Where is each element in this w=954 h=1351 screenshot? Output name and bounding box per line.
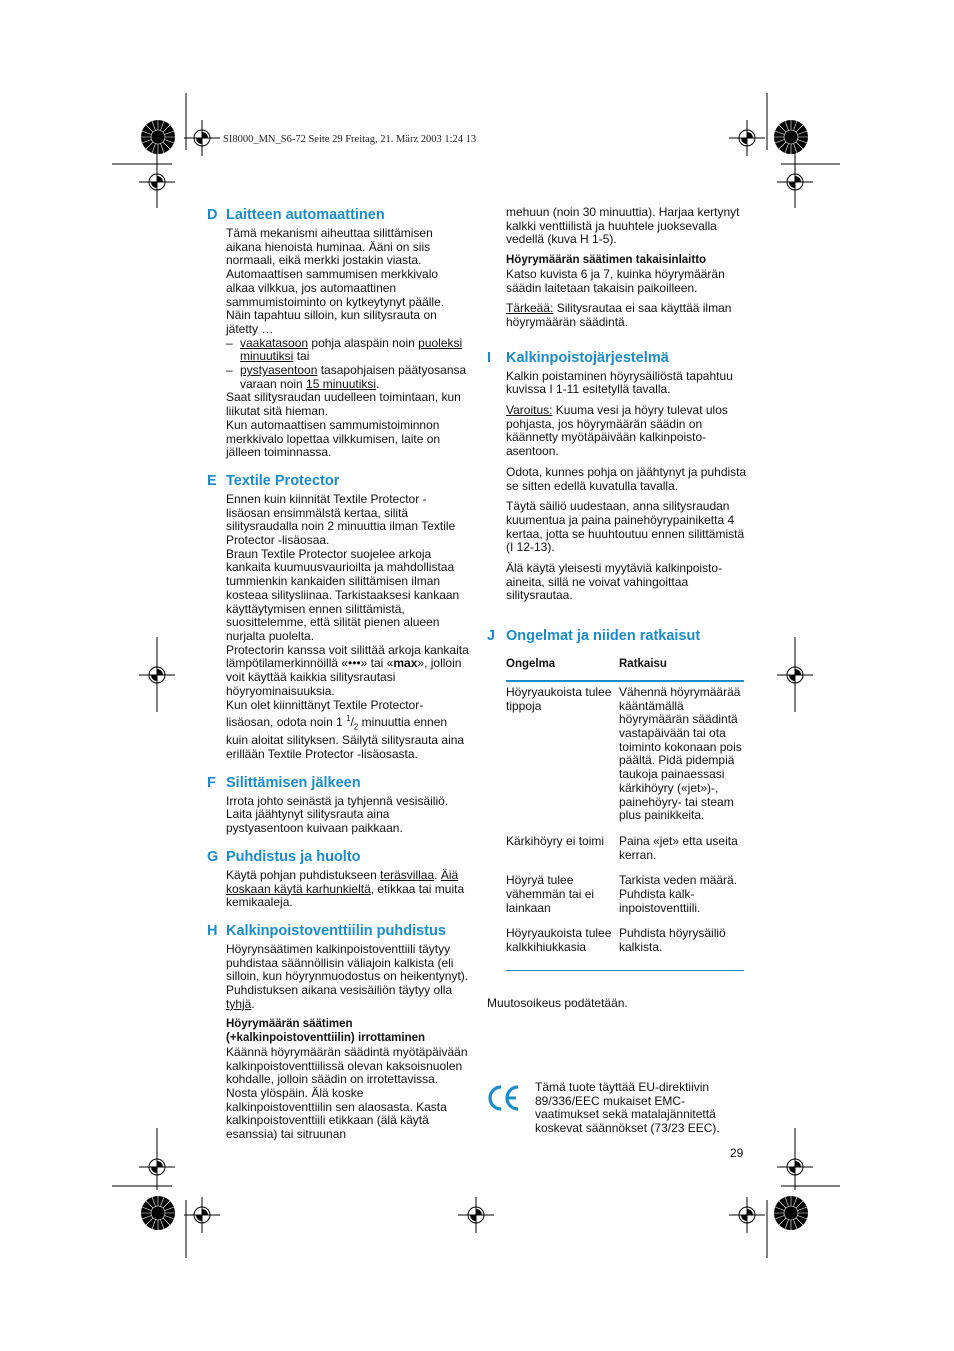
- section-title: [207, 922, 469, 940]
- right-column: [487, 206, 749, 1011]
- section-title-text: Silittämisen jälkeen: [226, 774, 361, 791]
- column-header: Ratkaisu: [619, 658, 667, 671]
- color-wheel-icon: [773, 1195, 809, 1231]
- registration-mark-icon: [182, 118, 222, 158]
- registration-mark-icon: [727, 1195, 767, 1235]
- solution-cell: Tarkista veden määrä. Puhdista kalk-inpoistoventtiili.: [619, 873, 738, 915]
- section-letter: F: [207, 774, 216, 791]
- paragraph: Käännä höyrymäärän säädintä myötäpäivään kalkinpoistoventtiilissä olevan kaksoisnuolen kohdalle, jolloin säädin on irrotettavissa. Nosta ylöspäin. Älä koske kalkinpoistoventtiilin sen alaosasta. Kasta kalkinpoistoventtiili etikkaan (älä käytä esanssia) tai sitruunan: [226, 1044, 468, 1142]
- paragraph: Irrota johto seinästä ja tyhjennä vesisäiliö. Laita jäähtynyt silitysrauta aina pystyasentoon kuivaan paikkaan.: [226, 793, 449, 836]
- color-wheel-icon: [773, 119, 809, 155]
- paragraph: Protectorin kanssa voit silittää arkoja kankaita lämpötilamerkinnöillä «•••» tai «max», jolloin voit käyttää kaikkia silitysrautasi höyryominaisuuksia.: [226, 642, 469, 698]
- section-body: [506, 370, 749, 604]
- section-title-text: Kalkinpoistojärjestelmä: [506, 349, 669, 366]
- paragraph: Tärkeää: Silitysrautaa ei saa käyttää ilman höyrymäärän säädintä.: [506, 301, 732, 329]
- section-i: [487, 349, 749, 604]
- paragraph: Kalkin poistaminen höyrysäiliöstä tapahtuu kuvissa I 1-11 esitetyllä tavalla.: [506, 368, 733, 397]
- registration-mark-icon: [775, 655, 815, 695]
- list-item: – pystyasentoon tasapohjaisen päätyosansa varaan noin 15 minuutiksi.: [226, 363, 467, 391]
- text: pohja alaspäin noin: [308, 335, 419, 350]
- section-body: [226, 795, 469, 836]
- paragraph: Täytä säiliö uudestaan, anna silitysraudan kuumentua ja paina painehöyrypainiketta 4 kertaa, jotta se huuhtoutuu ennen silittämistä (I 12-13).: [506, 499, 745, 555]
- text: tai: [293, 349, 310, 364]
- column-header: Ongelma: [506, 658, 556, 671]
- paragraph: Ennen kuin kiinnität Textile Protector -lisäosan ensimmälstä kertaa, silitä silitysraudalla noin 2 minuuttia ilman Textile Protector -lisäosaa.: [226, 491, 456, 548]
- registration-mark-icon: [182, 1195, 222, 1235]
- list-item: – vaakatasoon pohja alaspäin noin puoleksi minuutiksi tai: [226, 335, 463, 364]
- section-e: [207, 472, 469, 762]
- ce-mark-icon: [487, 1081, 521, 1115]
- text: tasapohjaisen päätyosansa varaan noin: [240, 363, 467, 391]
- registration-mark-icon: [775, 162, 815, 202]
- section-letter: D: [207, 207, 218, 223]
- page-number: 29: [730, 1146, 744, 1160]
- paragraph: Älä käytä yleisesti myytäviä kalkinpoisto-aineita, sillä ne voivat vahingoittaa silitysrautaa.: [506, 561, 723, 603]
- paragraph: Käytä pohjan puhdistukseen teräsvillaa. Äiä koskaan käytä karhunkieltä, etikkaa tai muita kemikaaleja.: [226, 867, 465, 910]
- underlined-text: puoleksi minuutiksi: [240, 335, 463, 364]
- section-title-text: Puhdistus ja huolto: [226, 848, 361, 865]
- section-title: [207, 774, 469, 792]
- section-letter: E: [207, 472, 217, 489]
- ce-statement: Tämä tuote täyttää EU-direktiivin 89/336/EEC mukaiset EMC-vaatimukset sekä matalajännitettä koskevat säännökset (73/23 EEC).: [535, 1080, 720, 1136]
- section-title-text: Textile Protector: [226, 472, 340, 489]
- problem-cell: Höyryä tulee vähemmän tai ei lainkaan: [506, 873, 595, 915]
- print-header: SI8000_MN_S6-72 Seite 29 Freitag, 21. März 2003 1:24 13: [223, 134, 477, 145]
- paragraph: Tämä mekanismi aiheuttaa silittämisen aikana hienoista huminaa. Ääni on siis normaali, eikä merkki jostakin viasta. Automaattisen sammumisen merkkivalo alkaa vilkkua, jos automaattinen sammumistoiminto on kytkeytynyt päälle. Näin tapahtuu silloin, kun silitysrauta on jätetty …: [226, 226, 445, 336]
- section-title: [207, 472, 469, 490]
- paragraph: mehuun (noin 30 minuuttia). Harjaa kertynyt kalkki venttiilistä ja huuhtele juoksevalla vedellä (kuva H 1-5).: [506, 205, 740, 247]
- section-title: [207, 848, 469, 866]
- paragraph: Braun Textile Protector suojelee arkoja kankaita kuumuusvaurioilta ja mahdollistaa tummienkin kankaiden silittämisen ilman kosteaa silitysliinaa. Tarkistaaksesi kankaan käyttäytymisen ennen silittämistä, suosittelemme, että silität pienen alueen nurjalta puolelta.: [226, 546, 460, 643]
- section-body: [226, 943, 469, 1142]
- problem-cell: Höyryaukoista tulee tippoja: [506, 684, 612, 713]
- section-f: [207, 774, 469, 836]
- table-bottom-rule: [506, 970, 744, 971]
- paragraph: Varoitus: Kuuma vesi ja höyry tulevat ulos pohjasta, jos höyrymäärän säädin on käännetty myötäpäivään kalkinpoisto-asentoon.: [506, 403, 728, 459]
- section-body: [226, 493, 469, 762]
- left-column: [207, 206, 469, 1142]
- color-wheel-icon: [140, 1195, 176, 1231]
- registration-mark-icon: [137, 655, 177, 695]
- section-body: [226, 869, 469, 910]
- registration-mark-icon: [137, 1147, 177, 1187]
- paragraph: Höyrynsäätimen kalkinpoistoventtiili täytyy puhdistaa säännöllisin väliajoin kalkista (eli silloin, kun höyrynmuodostus on heikentynyt). Puhdistuksen aikana vesisäiliön täytyy olla tyhjä.: [226, 941, 469, 1011]
- table-row: [506, 823, 744, 862]
- change-notice: Muutosoikeus podätetään.: [487, 995, 628, 1010]
- section-h: [207, 922, 469, 1142]
- solution-cell: Puhdista höyrysäiliö kalkista.: [619, 926, 726, 955]
- section-letter: J: [487, 628, 496, 645]
- table-row: [506, 862, 744, 915]
- section-letter: G: [207, 848, 219, 865]
- registration-mark-icon: [775, 1147, 815, 1187]
- paragraph: Katso kuvista 6 ja 7, kuinka höyrymäärän säädin laitetaan takaisin paikoilleen.: [506, 266, 725, 295]
- paragraph: Odota, kunnes pohja on jäähtynyt ja puhdista se sitten edellä kuvatulla tavalla.: [506, 464, 747, 493]
- section-title-text: Laitteen automaattinen: [226, 207, 385, 223]
- table-row: [506, 915, 744, 954]
- underlined-text: pystyasentoon: [240, 363, 318, 378]
- section-g: [207, 848, 469, 910]
- color-wheel-icon: [140, 119, 176, 155]
- troubleshooting-table: [506, 658, 744, 971]
- section-letter: I: [487, 349, 492, 366]
- section-h-continued: [506, 206, 749, 330]
- paragraph: Kun olet kiinnittänyt Textile Protector-lisäosan, odota noin 1 $^1/_2$ minuuttia ennen kuin aloitat silityksen. Säilytä silitysrauta aina erillään Textile Protector -lisäosasta.: [226, 697, 465, 761]
- registration-mark-icon: [727, 118, 767, 158]
- section-d: [207, 206, 469, 460]
- table-row: [506, 682, 744, 823]
- paragraph: Saat silitysraudan uudelleen toimintaan, kun liikutat sitä hieman.: [226, 390, 461, 419]
- registration-mark-icon: [456, 1195, 496, 1235]
- paragraph: Kun automaattisen sammumistoiminnon merkkivalo lopettaa vilkkumisen, laite on jälleen toiminnassa.: [226, 417, 441, 460]
- section-body: [226, 227, 469, 460]
- section-letter: H: [207, 922, 218, 939]
- section-title-text: Ongelmat ja niiden ratkaisut: [506, 628, 701, 645]
- problem-cell: Kärkihöyry ei toimi: [506, 833, 605, 848]
- underlined-text: vaakatasoon: [240, 335, 309, 350]
- section-title: [487, 349, 749, 367]
- table-header: [506, 658, 744, 682]
- problem-cell: Höyryaukoista tulee kalkkihiukkasia: [506, 926, 612, 955]
- section-j: [487, 627, 749, 971]
- registration-mark-icon: [137, 162, 177, 202]
- solution-cell: Vähennä höyrymäärää kääntämällä höyrymäärän säädintä vastapäivään tai ota toiminto kokonaan pois päältä. Pidä pidempiä taukoja painaessasi kärkihöyry («jet»)-, painehöyry- tai steam plus painikkeita.: [619, 684, 742, 823]
- subheading: Höyrymäärän säätimen takaisinlaitto: [506, 254, 707, 267]
- solution-cell: Paina «jet» etta useita kerran.: [619, 833, 738, 862]
- underlined-text: 15 minuutiksi: [306, 376, 377, 391]
- section-title: [207, 206, 469, 224]
- subheading: Höyrymäärän säätimen (+kalkinpoistoventtiilin) irrottaminen: [226, 1018, 426, 1045]
- section-title: [487, 627, 749, 645]
- section-title-text: Kalkinpoistoventtiilin puhdistus: [226, 922, 446, 939]
- text: .: [376, 376, 380, 391]
